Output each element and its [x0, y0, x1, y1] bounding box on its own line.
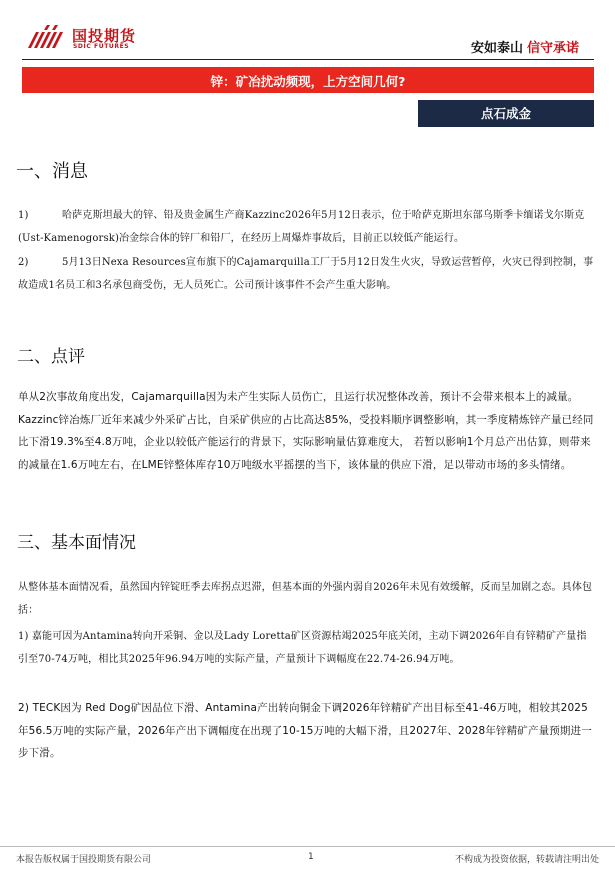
- footer-copyright: 本报告版权属于国投期货有限公司: [16, 855, 152, 865]
- header-divider: [22, 59, 594, 60]
- fundamentals-item-1: 1) 嘉能可因为Antamina转向开采铜、金以及Lady Loretta矿区资源枯竭2025年底关闭，主动下调2026年自有锌精矿产量指引至70-74万吨，相比其2025年96.94万吨的实际产量，产量预计下调幅度在22.74-26.94万吨。: [18, 631, 587, 665]
- column-tag: 点石成金: [418, 100, 594, 127]
- section-heading-fundamentals: 三、基本面情况: [17, 533, 136, 553]
- fundamentals-item-2: 2) TECK因为 Red Dog矿因品位下滑、Antamina产出转向铜金下调2026年锌精矿产出目标至41-46万吨，相较其2025年56.5万吨的实际产量，2026年产出下调幅度在出现了10-15万吨的大幅下滑，且2027年、2028年锌精矿产量预期进一步下滑。: [18, 702, 592, 759]
- news-item-1: [18, 205, 596, 250]
- report-title: 锌：矿冶扰动频现，上方空间几何?: [210, 74, 406, 89]
- news-item-2-number: 2): [18, 257, 29, 268]
- news-item-1-number: 1): [18, 210, 29, 221]
- news-item-1-text: 哈萨克斯坦最大的锌、铅及贵金属生产商Kazzinc2026年5月12日表示，位于哈萨克斯坦东部乌斯季卡缅诺戈尔斯克(Ust-Kamenogorsk)冶金综合体的锌厂和铅厂，在经历上周爆炸事故后，目前正以较低产能运行。: [18, 210, 585, 244]
- news-item-2-text: 5月13日Nexa Resources宣布旗下的Cajamarquilla工厂于5月12日发生火灾，导致运营暂停，火灾已得到控制，事故造成1名员工和3名承包商受伤，无人员死亡。公司预计该事件不会产生重大影响。: [18, 257, 594, 291]
- page-number: 1: [308, 852, 314, 862]
- slogan-part-1: 安如泰山: [470, 41, 523, 56]
- comment-paragraph: 单从2次事故角度出发，Cajamarquilla因为未产生实际人员伤亡，且运行状况整体改善，预计不会带来根本上的减量。Kazzinc锌冶炼厂近年来减少外采矿占比，自采矿供应的占比高达85%，受投料顺序调整影响，其一季度精炼锌产量已经同比下滑19.3%至4.8万吨，企业以较低产能运行的背景下，实际影响量估算难度大， 若暂以影响1个月总产出估算，则带来的减量在1.6万吨左右，在LME锌整体库存10万吨级水平摇摆的当下，该体量的供应下滑，足以带动市场的多头情绪。: [18, 391, 594, 471]
- header-slogan: [471, 37, 579, 56]
- slogan-part-2: 信守承诺: [526, 41, 579, 56]
- section-heading-comment: 二、点评: [17, 347, 85, 367]
- logo-english-name: SDIC FUTURES: [73, 43, 130, 50]
- report-title-bar: [22, 67, 594, 93]
- footer-disclaimer: 不构成为投资依据，转载请注明出处: [454, 855, 599, 865]
- company-logo: [26, 24, 146, 52]
- fundamentals-intro: 从整体基本面情况看，虽然国内锌锭旺季去库拐点迟滞，但基本面的外强内弱自2026年未见有效缓解，反而呈加剧之态。具体包括：: [18, 582, 593, 616]
- logo-chinese-name: 国投期货: [72, 27, 137, 45]
- footer-divider: [0, 846, 615, 847]
- news-item-2: [18, 252, 596, 297]
- section-heading-news: 一、消息: [16, 161, 88, 182]
- logo-stripes-icon: [26, 24, 68, 50]
